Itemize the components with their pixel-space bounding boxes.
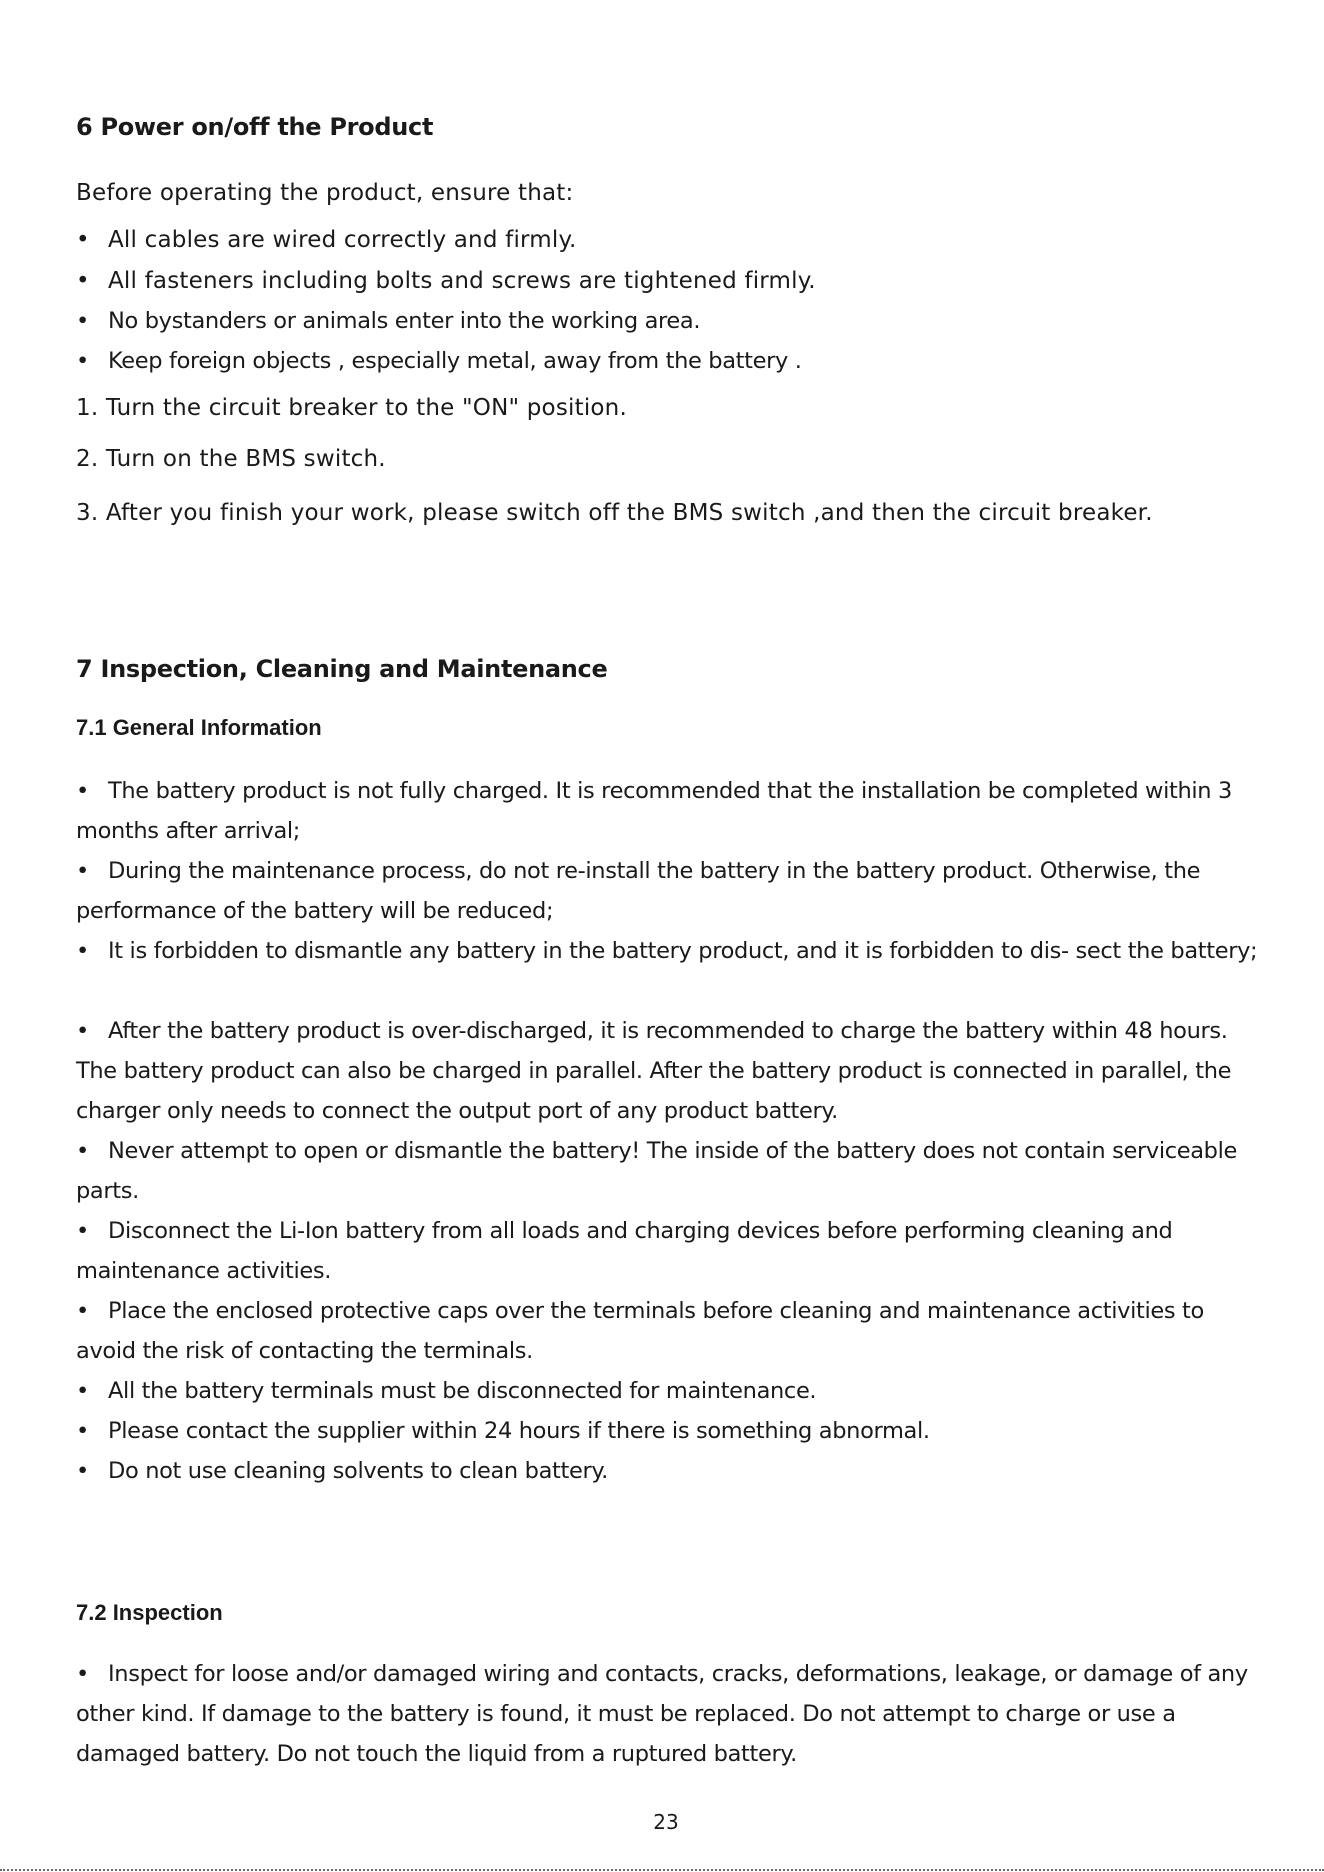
bullet-icon: •: [76, 227, 90, 253]
list-item: • No bystanders or animals enter into the working area.: [76, 308, 701, 334]
step-2: 2. Turn on the BMS switch.: [76, 446, 386, 472]
list-item: • The battery product is not fully charged. It is recommended that the installation be completed within 3 months after arrival;: [76, 771, 1266, 851]
page-number: 23: [653, 1810, 679, 1834]
list-item: • Never attempt to open or dismantle the battery! The inside of the battery does not contain serviceable parts.: [76, 1131, 1266, 1211]
bullet-icon: •: [76, 1661, 89, 1687]
bullet-icon: •: [76, 1458, 89, 1484]
page-bottom-border: [0, 1869, 1324, 1871]
section-7-1-title: 7.1 General Information: [76, 715, 322, 740]
list-item: • Place the enclosed protective caps over the terminals before cleaning and maintenance activities to avoid the risk of contacting the terminals.: [76, 1291, 1266, 1371]
bullet-icon: •: [76, 268, 90, 294]
list-item: • All fasteners including bolts and screws are tightened firmly.: [76, 268, 816, 294]
list-item: • After the battery product is over-discharged, it is recommended to charge the battery within 48 hours. The battery product can also be charged in parallel. After the battery product is connected in parallel, the charger only needs to connect the output port of any product battery.: [76, 1011, 1266, 1131]
bullet-icon: •: [76, 858, 89, 884]
list-item: • Disconnect the Li-Ion battery from all loads and charging devices before performing cleaning and maintenance activities.: [76, 1211, 1266, 1291]
bullet-icon: •: [76, 1378, 89, 1404]
bullet-icon: •: [76, 308, 89, 334]
bullet-icon: •: [76, 1418, 89, 1444]
list-item: • Inspect for loose and/or damaged wiring and contacts, cracks, deformations, leakage, or damage of any other kind. If damage to the battery is found, it must be replaced. Do not attempt to charge or use a damaged battery. Do not touch the liquid from a ruptured battery.: [76, 1654, 1266, 1774]
list-item: • During the maintenance process, do not re-install the battery in the battery product. Otherwise, the performance of the battery will be reduced;: [76, 851, 1266, 931]
step-3: 3. After you finish your work, please switch off the BMS switch ,and then the circuit breaker.: [76, 500, 1153, 526]
list-item: • Do not use cleaning solvents to clean battery.: [76, 1451, 1266, 1491]
bullet-icon: •: [76, 1138, 89, 1164]
bullet-icon: •: [76, 348, 89, 374]
bullet-icon: •: [76, 1298, 89, 1324]
section-6-title: 6 Power on/off the Product: [76, 113, 434, 141]
list-item: • It is forbidden to dismantle any battery in the battery product, and it is forbidden to dis- sect the battery;: [76, 931, 1266, 971]
bullet-icon: •: [76, 1018, 89, 1044]
step-1: 1. Turn the circuit breaker to the "ON" position.: [76, 395, 627, 421]
list-item: • Please contact the supplier within 24 hours if there is something abnormal.: [76, 1411, 1266, 1451]
list-item: • Keep foreign objects , especially metal, away from the battery .: [76, 348, 802, 374]
section-6-intro: Before operating the product, ensure that:: [76, 180, 574, 206]
bullet-icon: •: [76, 938, 89, 964]
list-item: • All the battery terminals must be disconnected for maintenance.: [76, 1371, 1266, 1411]
section-7-title: 7 Inspection, Cleaning and Maintenance: [76, 655, 608, 683]
bullet-icon: •: [76, 1218, 89, 1244]
list-item: • All cables are wired correctly and firmly.: [76, 227, 577, 253]
section-7-2-title: 7.2 Inspection: [76, 1600, 223, 1625]
bullet-icon: •: [76, 778, 89, 804]
